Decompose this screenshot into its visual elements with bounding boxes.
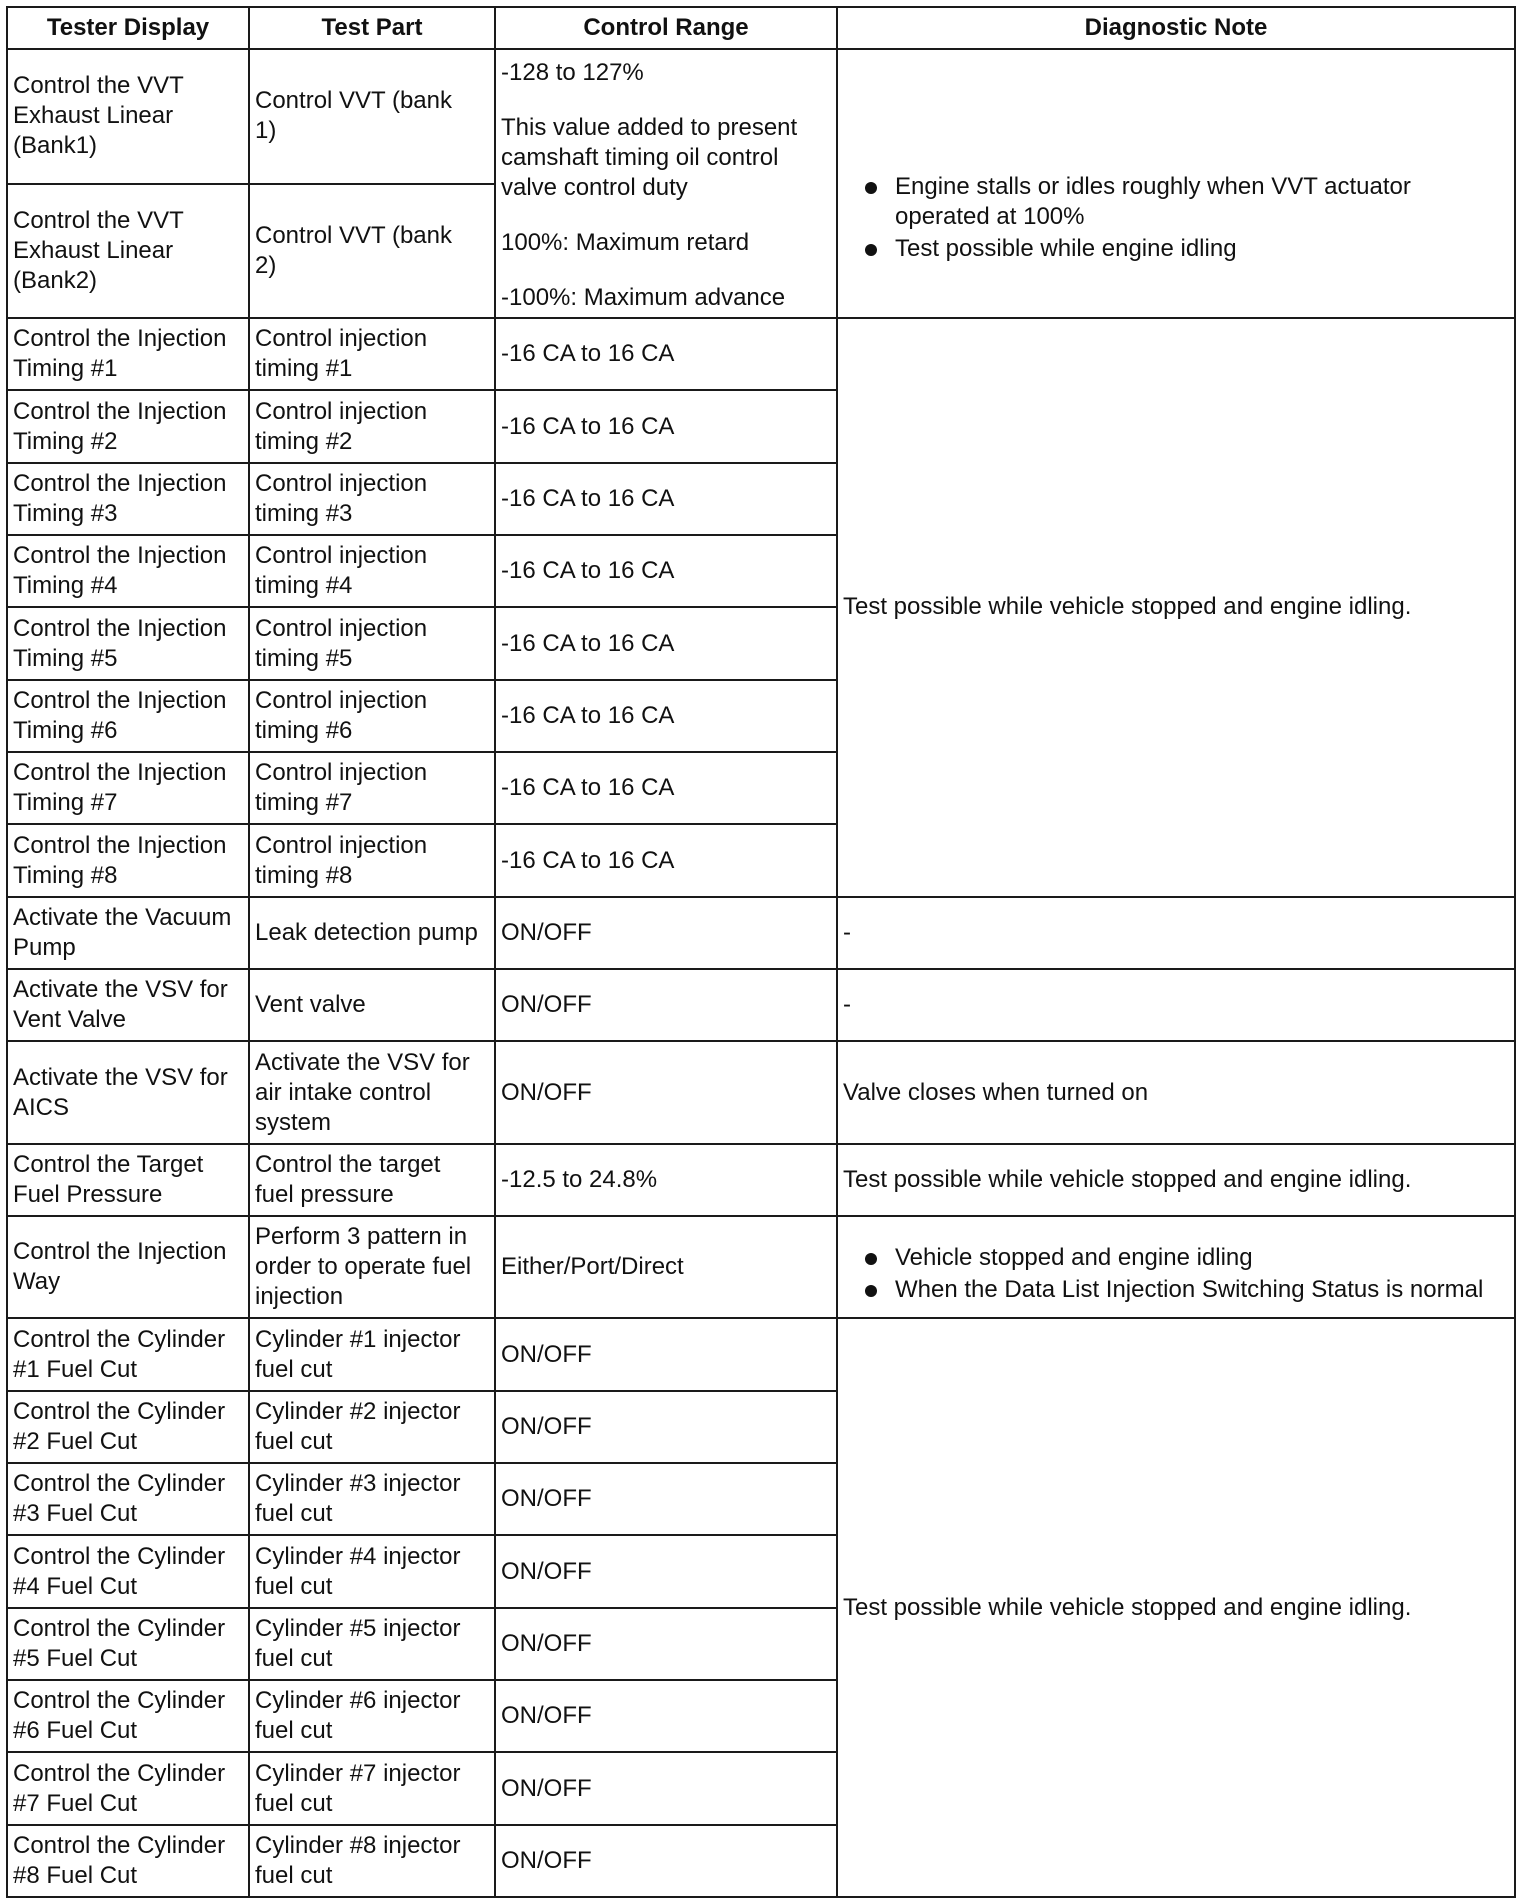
tester-display-cell: Activate the VSV for Vent Valve [7, 969, 249, 1041]
control-range-cell: ON/OFF [495, 897, 837, 969]
list-item: When the Data List Injection Switching Status is normal [843, 1275, 1512, 1305]
table-row [7, 49, 1515, 184]
diagnostic-note-cell [837, 49, 1515, 318]
control-range-cell: ON/OFF [495, 969, 837, 1041]
diagnostic-note-cell [837, 1216, 1515, 1318]
tester-display-cell: Control the Injection Timing #1 [7, 318, 249, 390]
control-range-cell: -16 CA to 16 CA [495, 318, 837, 390]
control-range-cell: ON/OFF [495, 1608, 837, 1680]
control-range-cell: ON/OFF [495, 1752, 837, 1824]
control-range-cell: ON/OFF [495, 1825, 837, 1897]
tester-display-cell: Control the Cylinder #1 Fuel Cut [7, 1318, 249, 1390]
tester-display-cell: Control the Target Fuel Pressure [7, 1144, 249, 1216]
control-range-cell: ON/OFF [495, 1535, 837, 1607]
test-part-cell: Leak detection pump [249, 897, 495, 969]
note-bullet-list [843, 172, 1509, 264]
table-row [7, 897, 1515, 969]
test-part-cell: Control injection timing #1 [249, 318, 495, 390]
test-part-cell: Control VVT (bank 2) [249, 184, 495, 319]
table-row [7, 969, 1515, 1041]
test-part-cell: Control injection timing #4 [249, 535, 495, 607]
control-range-cell: -128 to 127% This value added to present camshaft timing oil control valve control duty 100%: Maximum retard -100%: Maximum advance [495, 49, 837, 318]
test-part-cell: Perform 3 pattern in order to operate fuel injection [249, 1216, 495, 1318]
active-test-table [6, 6, 1516, 1898]
test-part-cell: Control injection timing #3 [249, 463, 495, 535]
control-range-cell: -16 CA to 16 CA [495, 680, 837, 752]
test-part-cell: Cylinder #3 injector fuel cut [249, 1463, 495, 1535]
tester-display-cell: Control the Injection Timing #7 [7, 752, 249, 824]
control-range-cell: ON/OFF [495, 1391, 837, 1463]
test-part-cell: Cylinder #4 injector fuel cut [249, 1535, 495, 1607]
tester-display-cell: Control the Cylinder #4 Fuel Cut [7, 1535, 249, 1607]
test-part-cell: Cylinder #7 injector fuel cut [249, 1752, 495, 1824]
tester-display-cell: Control the Injection Timing #2 [7, 390, 249, 462]
diagnostic-note-cell: - [837, 969, 1515, 1041]
tester-display-cell: Control the Injection Timing #4 [7, 535, 249, 607]
diagnostic-note-cell: Test possible while vehicle stopped and engine idling. [837, 1318, 1515, 1897]
header-test-part: Test Part [249, 7, 495, 49]
test-part-cell: Control injection timing #5 [249, 607, 495, 679]
control-range-cell: Either/Port/Direct [495, 1216, 837, 1318]
tester-display-cell: Control the Injection Way [7, 1216, 249, 1318]
test-part-cell: Cylinder #2 injector fuel cut [249, 1391, 495, 1463]
diagnostic-note-cell: Valve closes when turned on [837, 1041, 1515, 1143]
note-bullet-list [843, 1243, 1512, 1305]
tester-display-cell: Control the Injection Timing #6 [7, 680, 249, 752]
test-part-cell: Cylinder #1 injector fuel cut [249, 1318, 495, 1390]
diagnostic-note-cell: Test possible while vehicle stopped and engine idling. [837, 1144, 1515, 1216]
control-range-cell: -16 CA to 16 CA [495, 390, 837, 462]
list-item: Vehicle stopped and engine idling [843, 1243, 1512, 1273]
tester-display-cell: Control the Cylinder #7 Fuel Cut [7, 1752, 249, 1824]
test-part-cell: Cylinder #8 injector fuel cut [249, 1825, 495, 1897]
tester-display-cell: Control the Injection Timing #5 [7, 607, 249, 679]
tester-display-cell: Control the Cylinder #8 Fuel Cut [7, 1825, 249, 1897]
control-range-cell: -16 CA to 16 CA [495, 463, 837, 535]
control-range-cell: -16 CA to 16 CA [495, 535, 837, 607]
table-row [7, 318, 1515, 390]
test-part-cell: Control the target fuel pressure [249, 1144, 495, 1216]
list-item: Engine stalls or idles roughly when VVT actuator operated at 100% [843, 172, 1509, 232]
test-part-cell: Control injection timing #6 [249, 680, 495, 752]
test-part-cell: Control injection timing #8 [249, 824, 495, 896]
control-range-cell: -16 CA to 16 CA [495, 752, 837, 824]
control-range-cell: -16 CA to 16 CA [495, 607, 837, 679]
table-row [7, 1041, 1515, 1143]
test-part-cell: Control VVT (bank 1) [249, 49, 495, 184]
active-test-table-container [6, 6, 1514, 1898]
table-row [7, 1318, 1515, 1390]
header-control-range: Control Range [495, 7, 837, 49]
test-part-cell: Activate the VSV for air intake control system [249, 1041, 495, 1143]
control-range-cell: ON/OFF [495, 1318, 837, 1390]
test-part-cell: Cylinder #5 injector fuel cut [249, 1608, 495, 1680]
test-part-cell: Control injection timing #7 [249, 752, 495, 824]
tester-display-cell: Control the Injection Timing #8 [7, 824, 249, 896]
tester-display-cell: Activate the Vacuum Pump [7, 897, 249, 969]
header-diagnostic-note: Diagnostic Note [837, 7, 1515, 49]
list-item: Test possible while engine idling [843, 234, 1509, 264]
tester-display-cell: Control the VVT Exhaust Linear (Bank1) [7, 49, 249, 184]
tester-display-cell: Control the Injection Timing #3 [7, 463, 249, 535]
tester-display-cell: Control the VVT Exhaust Linear (Bank2) [7, 184, 249, 319]
tester-display-cell: Control the Cylinder #3 Fuel Cut [7, 1463, 249, 1535]
control-range-cell: ON/OFF [495, 1041, 837, 1143]
table-row [7, 1216, 1515, 1318]
test-part-cell: Cylinder #6 injector fuel cut [249, 1680, 495, 1752]
tester-display-cell: Control the Cylinder #6 Fuel Cut [7, 1680, 249, 1752]
control-range-cell: ON/OFF [495, 1463, 837, 1535]
header-tester-display: Tester Display [7, 7, 249, 49]
control-range-cell: -12.5 to 24.8% [495, 1144, 837, 1216]
test-part-cell: Control injection timing #2 [249, 390, 495, 462]
tester-display-cell: Control the Cylinder #5 Fuel Cut [7, 1608, 249, 1680]
control-range-cell: -16 CA to 16 CA [495, 824, 837, 896]
diagnostic-note-cell: Test possible while vehicle stopped and engine idling. [837, 318, 1515, 897]
tester-display-cell: Activate the VSV for AICS [7, 1041, 249, 1143]
header-row [7, 7, 1515, 49]
control-range-cell: ON/OFF [495, 1680, 837, 1752]
test-part-cell: Vent valve [249, 969, 495, 1041]
tester-display-cell: Control the Cylinder #2 Fuel Cut [7, 1391, 249, 1463]
diagnostic-note-cell: - [837, 897, 1515, 969]
table-row [7, 1144, 1515, 1216]
